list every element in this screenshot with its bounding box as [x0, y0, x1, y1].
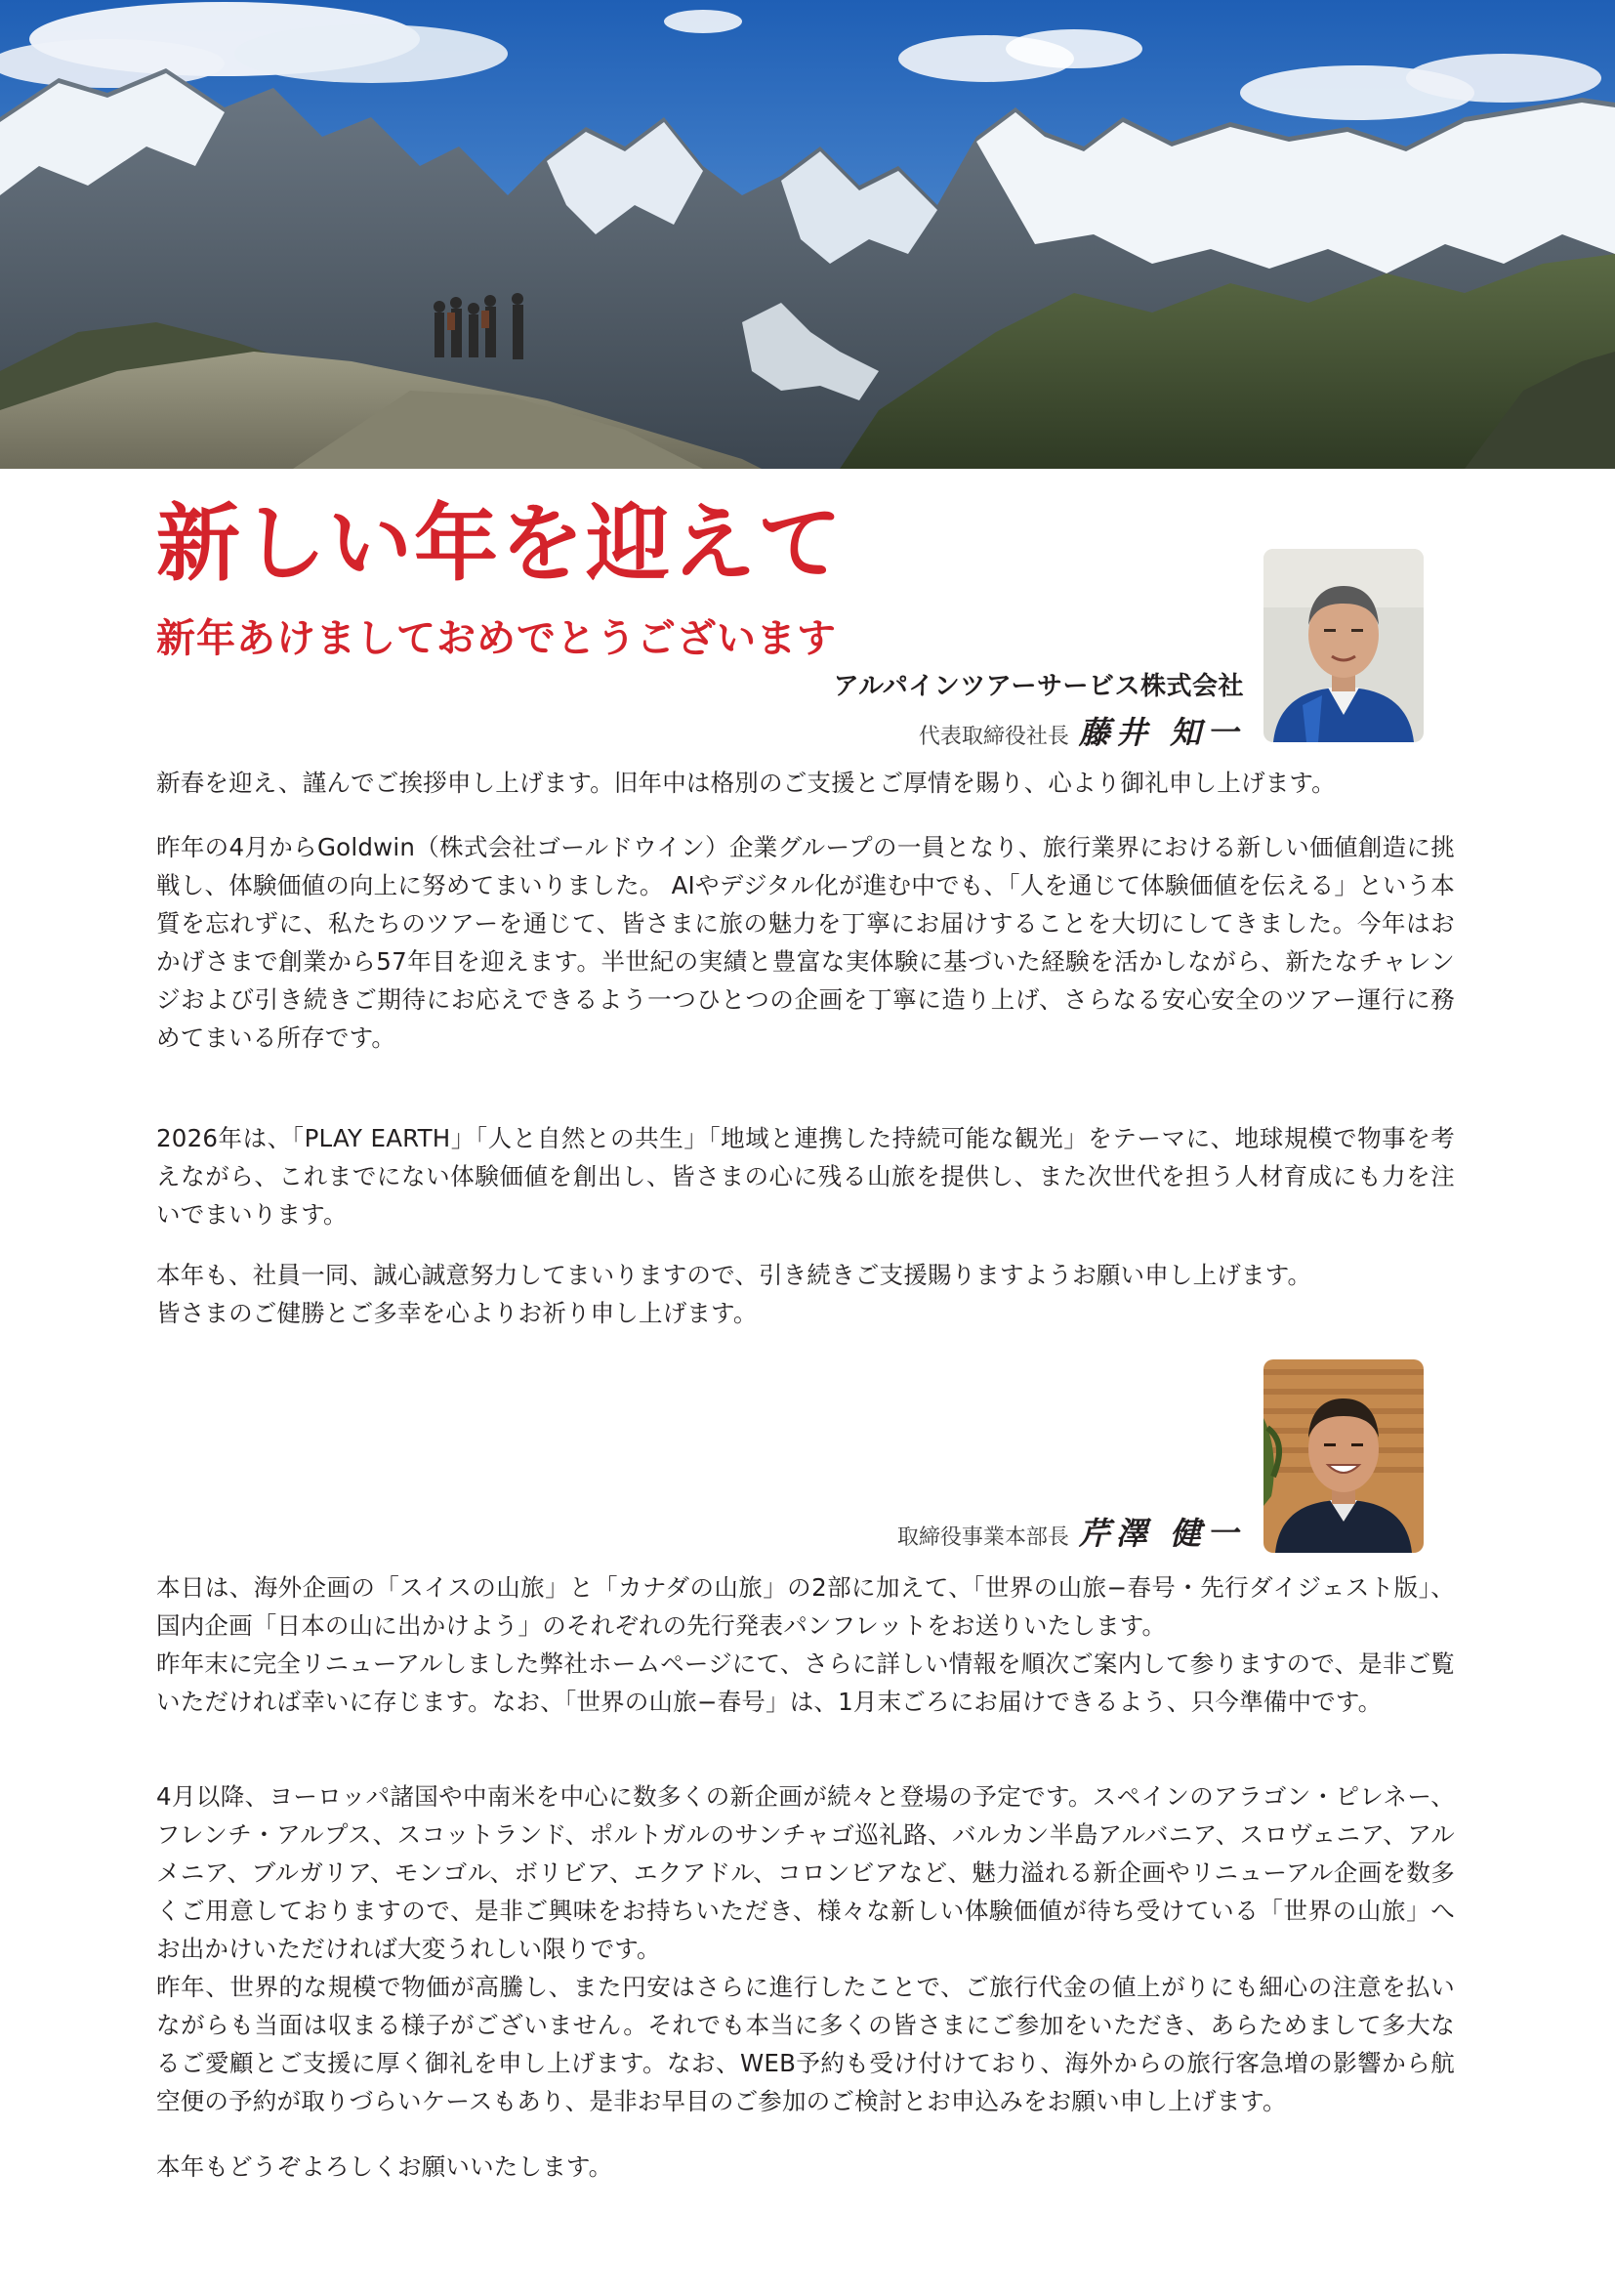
greeting-paragraph-2: 昨年の4月からGoldwin（株式会社ゴールドウイン）企業グループの一員となり、旅行業界における新しい価値創造に挑戦し、体験価値の向上に努めてまいりました。 AIやデジタル化が進む中でも、「人を通じて体験価値を伝える」という本質を忘れずに、私たちのツアーを通じて、皆さまに旅の魅力を丁寧にお届けすることを大切にしてきました。今年はおかげさまで創業から57年目を迎えます。半世紀の実績と豊富な実体験に基づいた経験を活かしながら、新たなチャレンジおよび引き続きご期待にお応えできるよう一つひとつの企画を丁寧に造り上げ、さらなる安心安全のツアー運行に務めてまいる所存です。	[156, 833, 1455, 1052]
notice-paragraph-3: 4月以降、ヨーロッパ諸国や中南米を中心に数多くの新企画が続々と登場の予定です。スペインのアラゴン・ピレネー、フレンチ・アルプス、スコットランド、ポルトガルのサンチャゴ巡礼路、バルカン半島アルバニア、スロヴェニア、アルメニア、ブルガリア、モンゴル、ボリビア、エクアドル、コロンビアなど、魅力溢れる新企画やリニューアル企画を数多くご用意しておりますので、是非ご興味をお持ちいただき、様々な新しい体験価値が待ち受けている「世界の山旅」へお出かけいただければ大変うれしい限りです。	[156, 1782, 1455, 1963]
page-title: 新しい年を迎えて	[156, 494, 844, 593]
director-photo	[1263, 1359, 1424, 1553]
director-name: 芹澤 健一	[1078, 1515, 1244, 1552]
notice-paragraph-1: 本日は、海外企画の「スイスの山旅」と「カナダの山旅」の2部に加えて、「世界の山旅−春号・先行ダイジェスト版」、国内企画「日本の山に出かけよう」のそれぞれの先行発表パンフレットをお送りいたします。	[156, 1573, 1455, 1640]
greeting-paragraph-4: 本年も、社員一同、誠心誠意努力してまいりますので、引き続きご支援賜りますようお願い申し上げます。	[156, 1261, 1312, 1289]
president-photo	[1263, 549, 1424, 742]
company-name: アルパインツアーサービス株式会社	[833, 672, 1244, 701]
notice-paragraph-2: 昨年末に完全リニューアルしました弊社ホームページにて、さらに詳しい情報を順次ご案内して参りますので、是非ご覧いただければ幸いに存じます。なお、「世界の山旅−春号」は、1月末ごろにお届けできるよう、只今準備中です。	[156, 1649, 1455, 1716]
director-role: 取締役事業本部長	[896, 1525, 1069, 1550]
greeting-paragraph-3: 2026年は、「PLAY EARTH」「人と自然との共生」「地域と連携した持続可能な観光」をテーマに、地球規模で物事を考えながら、これまでにない体験価値を創出し、皆さまの心に残る山旅を提供し、また次世代を担う人材育成にも力を注いでまいります。	[156, 1124, 1455, 1229]
signature-director	[897, 1509, 1244, 1554]
closing-line: 本年もどうぞよろしくお願いいたします。	[156, 2152, 613, 2181]
greeting-paragraph-5: 皆さまのご健勝とご多幸を心よりお祈り申し上げます。	[156, 1299, 758, 1327]
president-name: 藤井 知一	[1078, 714, 1244, 751]
signature-president	[834, 666, 1244, 753]
hero-mountain-photo	[0, 0, 1615, 469]
page-subtitle: 新年あけましておめでとうございます	[156, 615, 837, 661]
president-role: 代表取締役社長	[918, 725, 1069, 749]
greeting-paragraph-1: 新春を迎え、謹んでご挨拶申し上げます。旧年中は格別のご支援とご厚情を賜り、心より御礼申し上げます。	[156, 769, 1336, 797]
notice-paragraph-4: 昨年、世界的な規模で物価が高騰し、また円安はさらに進行したことで、ご旅行代金の値上がりにも細心の注意を払いながらも当面は収まる様子がございません。それでも本当に多くの皆さまにご参加をいただき、あらためまして多大なるご愛顧とご支援に厚く御礼を申し上げます。なお、WEB予約も受け付けており、海外からの旅行客急増の影響から航空便の予約が取りづらいケースもあり、是非お早目のご参加のご検討とお申込みをお願い申し上げます。	[156, 1973, 1455, 2115]
